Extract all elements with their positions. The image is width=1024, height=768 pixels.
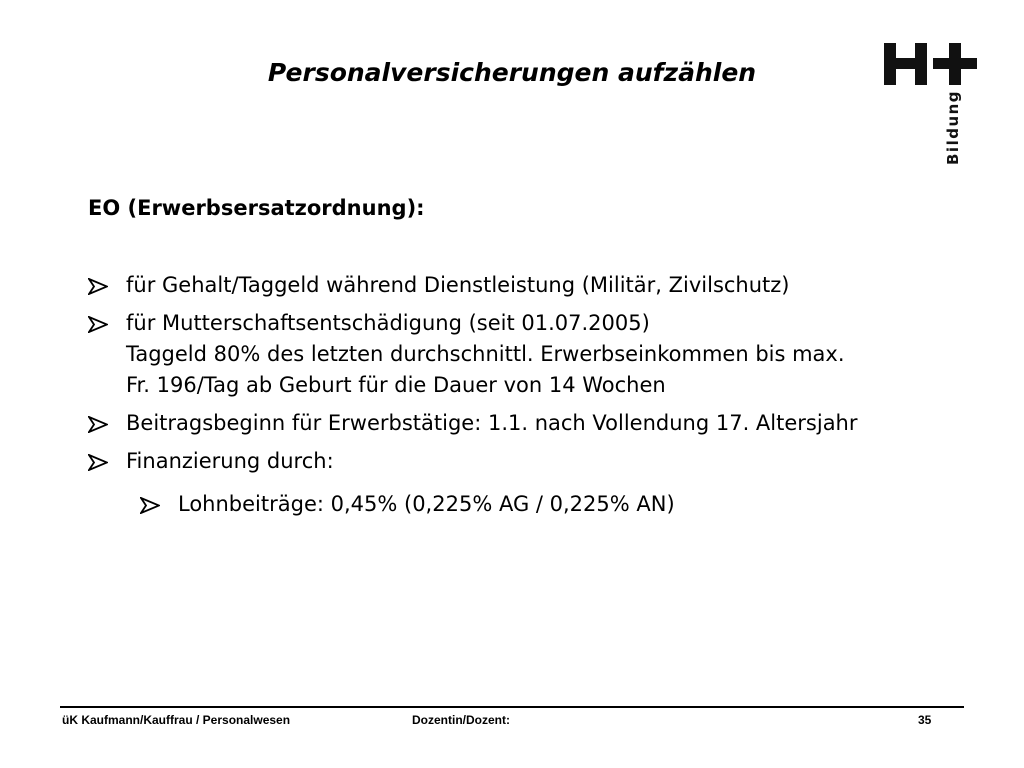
list-item: [88, 446, 948, 520]
list-item: [88, 270, 948, 301]
list-item-text: für Mutterschaftsentschädigung (seit 01.07.2005): [126, 311, 650, 335]
footer-divider: [60, 706, 964, 708]
list-item-text: für Gehalt/Taggeld während Dienstleistung (Militär, Zivilschutz): [126, 273, 790, 297]
footer-instructor-label: Dozentin/Dozent:: [412, 713, 510, 727]
slide-title: Personalversicherungen aufzählen: [267, 58, 757, 87]
h-plus-logo: [882, 42, 978, 172]
list-item-text: Finanzierung durch:: [126, 449, 334, 473]
list-item: [88, 408, 948, 439]
footer-course: üK Kaufmann/Kauffrau / Personalwesen: [62, 713, 291, 727]
section-heading: EO (Erwerbsersatzordnung):: [88, 196, 425, 220]
arrowhead-bullet-icon: [88, 408, 110, 439]
bullet-list: [88, 270, 948, 520]
slide-content: [88, 193, 948, 527]
list-item-text: Fr. 196/Tag ab Geburt für die Dauer von 14 Wochen: [126, 373, 666, 397]
sub-list-item-text: Lohnbeiträge: 0,45% (0,225% AG / 0,225% AN): [178, 492, 675, 516]
h-plus-logo-icon: [882, 42, 978, 92]
list-item-text: Beitragsbeginn für Erwerbstätige: 1.1. nach Vollendung 17. Altersjahr: [126, 411, 858, 435]
list-item-text: Taggeld 80% des letzten durchschnittl. Erwerbseinkommen bis max.: [126, 342, 845, 366]
list-item: [88, 308, 948, 401]
page-number: 35: [918, 713, 932, 727]
sub-bullet-list: [126, 489, 948, 520]
arrowhead-bullet-icon: [140, 489, 162, 520]
logo-subtitle: Bildung: [944, 89, 962, 165]
arrowhead-bullet-icon: [88, 270, 110, 301]
arrowhead-bullet-icon: [88, 446, 110, 477]
arrowhead-bullet-icon: [88, 308, 110, 339]
sub-list-item: [126, 489, 948, 520]
